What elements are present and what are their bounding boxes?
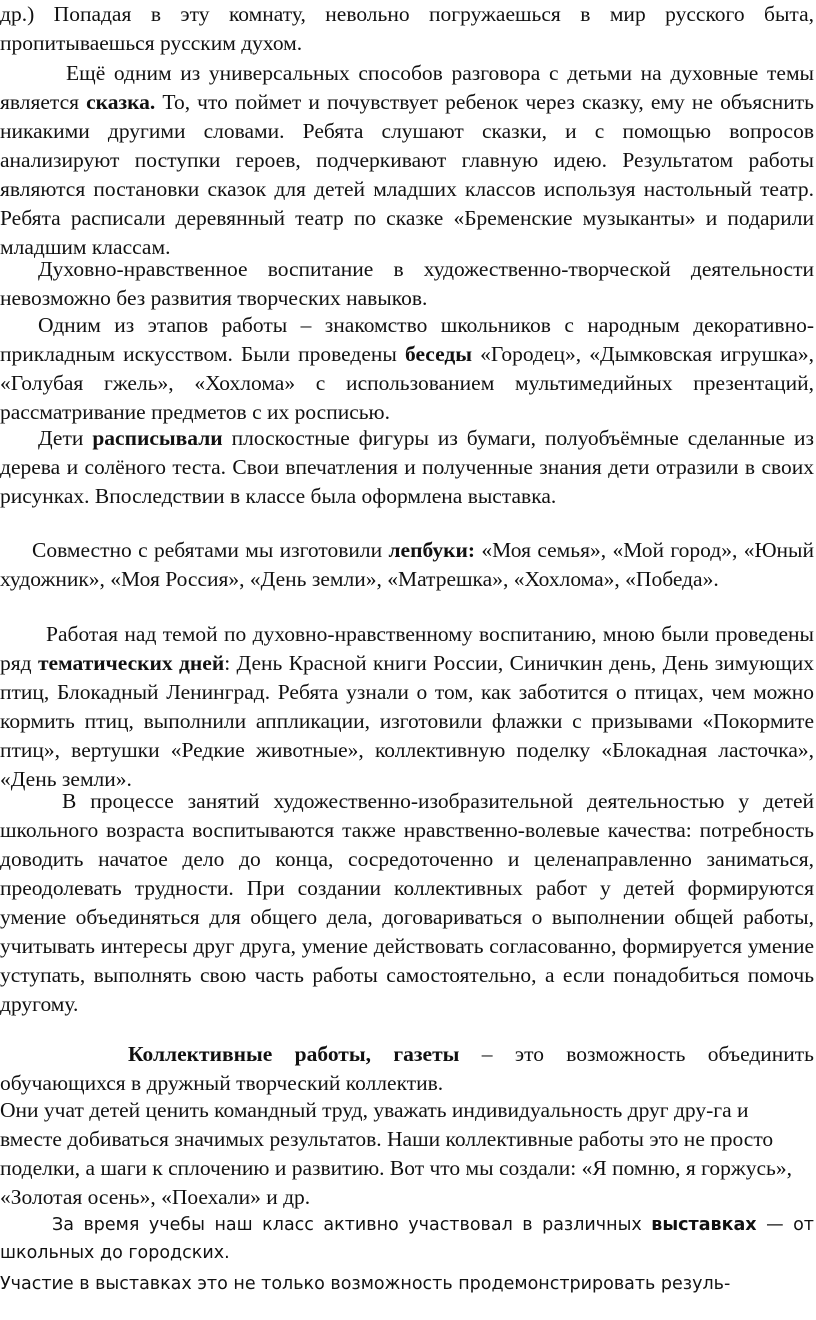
paragraph-2	[0, 59, 814, 262]
paragraph-8	[0, 787, 814, 1019]
paragraph-7-text-start: Работая над темой по духовно-нравственному воспитанию, мною были проведены ряд	[0, 622, 814, 675]
paragraph-9-bold: Коллективные работы, газеты	[128, 1042, 460, 1066]
paragraph-1-text: др.) Попадая в эту комнату, невольно погружаешься в мир русского быта, пропитываешься русским духом.	[0, 2, 814, 55]
paragraph-11	[0, 1211, 814, 1267]
paragraph-4-text-start: Одним из этапов работы – знакомство школьников с народным декоративно-прикладным искусством. Были проведены	[0, 313, 814, 366]
paragraph-12-text: Участие в выставках это не только возможность продемонстрировать резуль-	[0, 1274, 731, 1294]
paragraph-5	[0, 424, 814, 511]
paragraph-8-text: В процессе занятий художественно-изобразительной деятельностью у детей школьного возраста воспитываются также нравственно-волевые качества: потребность доводить начатое дело до конца, сосредоточенно и целенаправленно заниматься, преодолевать трудности. При создании коллективных работ у детей формируются умение объединяться для общего дела, договариваться о выполнении общей работы, учитывать интересы друг друга, умение действовать согласованно, формируется умение уступать, выполнять свою часть работы самостоятельно, а если понадобиться помочь другому.	[0, 789, 814, 1016]
paragraph-5-text-end: плоскостные фигуры из бумаги, полуобъёмные сделанные из дерева и солёного теста. Свои впечатления и полученные знания дети отразили в своих рисунках. Впоследствии в классе была оформлена выставка.	[0, 426, 814, 508]
paragraph-3-text: Духовно-нравственное воспитание в художественно-творческой деятельности невозможно без развития творческих навыков.	[0, 257, 814, 310]
paragraph-6	[0, 536, 814, 594]
paragraph-7-text-end: : День Красной книги России, Синичкин день, День зимующих птиц, Блокадный Ленинград. Ребята узнали о том, как заботится о птицах, чем можно кормить птиц, выполнили аппликации, изготовили флажки с призывами «Покормите птиц», вертушки «Редкие животные», коллективную поделку «Блокадная ласточка», «День земли».	[0, 651, 815, 791]
paragraph-6-text-end: «Моя семья», «Мой город», «Юный художник», «Моя Россия», «День земли», «Матрешка», «Хохлома», «Победа».	[0, 538, 814, 591]
paragraph-9-text-end: – это возможность объединить обучающихся в дружный творческий коллектив.	[0, 1042, 814, 1095]
paragraph-4	[0, 311, 814, 427]
paragraph-12	[0, 1270, 814, 1298]
paragraph-7	[0, 620, 814, 794]
paragraph-11-text-start: За время учебы наш класс активно участвовал в различных	[52, 1215, 652, 1235]
paragraph-11-bold: выставках	[651, 1215, 757, 1235]
paragraph-4-bold: беседы	[405, 342, 472, 366]
paragraph-7-bold: тематических дней	[37, 651, 225, 675]
paragraph-5-text-start: Дети	[38, 426, 93, 450]
paragraph-2-text-end: То, что поймет и почувствует ребенок через сказку, ему не объяснить никакими другими словами. Ребята слушают сказки, и с помощью вопросов анализируют поступки героев, подчеркивают главную идею. Результатом работы являются постановки сказок для детей младших классов используя настольный театр. Ребята расписали деревянный театр по сказке «Бременские музыканты» и подарили младшим классам.	[0, 90, 814, 259]
paragraph-2-bold: сказка.	[86, 90, 156, 114]
paragraph-3	[0, 255, 814, 313]
paragraph-4-text-end: «Городец», «Дымковская игрушка», «Голубая гжель», «Хохлома» с использованием мультимедийных презентаций, рассматривание предметов с их росписью.	[0, 342, 814, 424]
paragraph-6-text-start: Совместно с ребятами мы изготовили	[32, 538, 389, 562]
paragraph-9	[0, 1040, 814, 1098]
paragraph-11-text-end: — от школьных до городских.	[0, 1215, 815, 1263]
paragraph-5-bold: расписывали	[92, 426, 223, 450]
paragraph-10	[0, 1096, 812, 1212]
paragraph-6-bold: лепбуки:	[388, 538, 476, 562]
paragraph-1	[0, 0, 814, 58]
paragraph-2-text-start: Ещё одним из универсальных способов разговора с детьми на духовные темы является	[0, 61, 814, 114]
paragraph-10-text: Они учат детей ценить командный труд, уважать индивидуальность друг дру-га и вместе добиваться значимых результатов. Наши коллективные работы это не просто поделки, а шаги к сплочению и развитию. Вот что мы создали: «Я помню, я горжусь», «Золотая осень», «Поехали» и др.	[0, 1098, 792, 1209]
